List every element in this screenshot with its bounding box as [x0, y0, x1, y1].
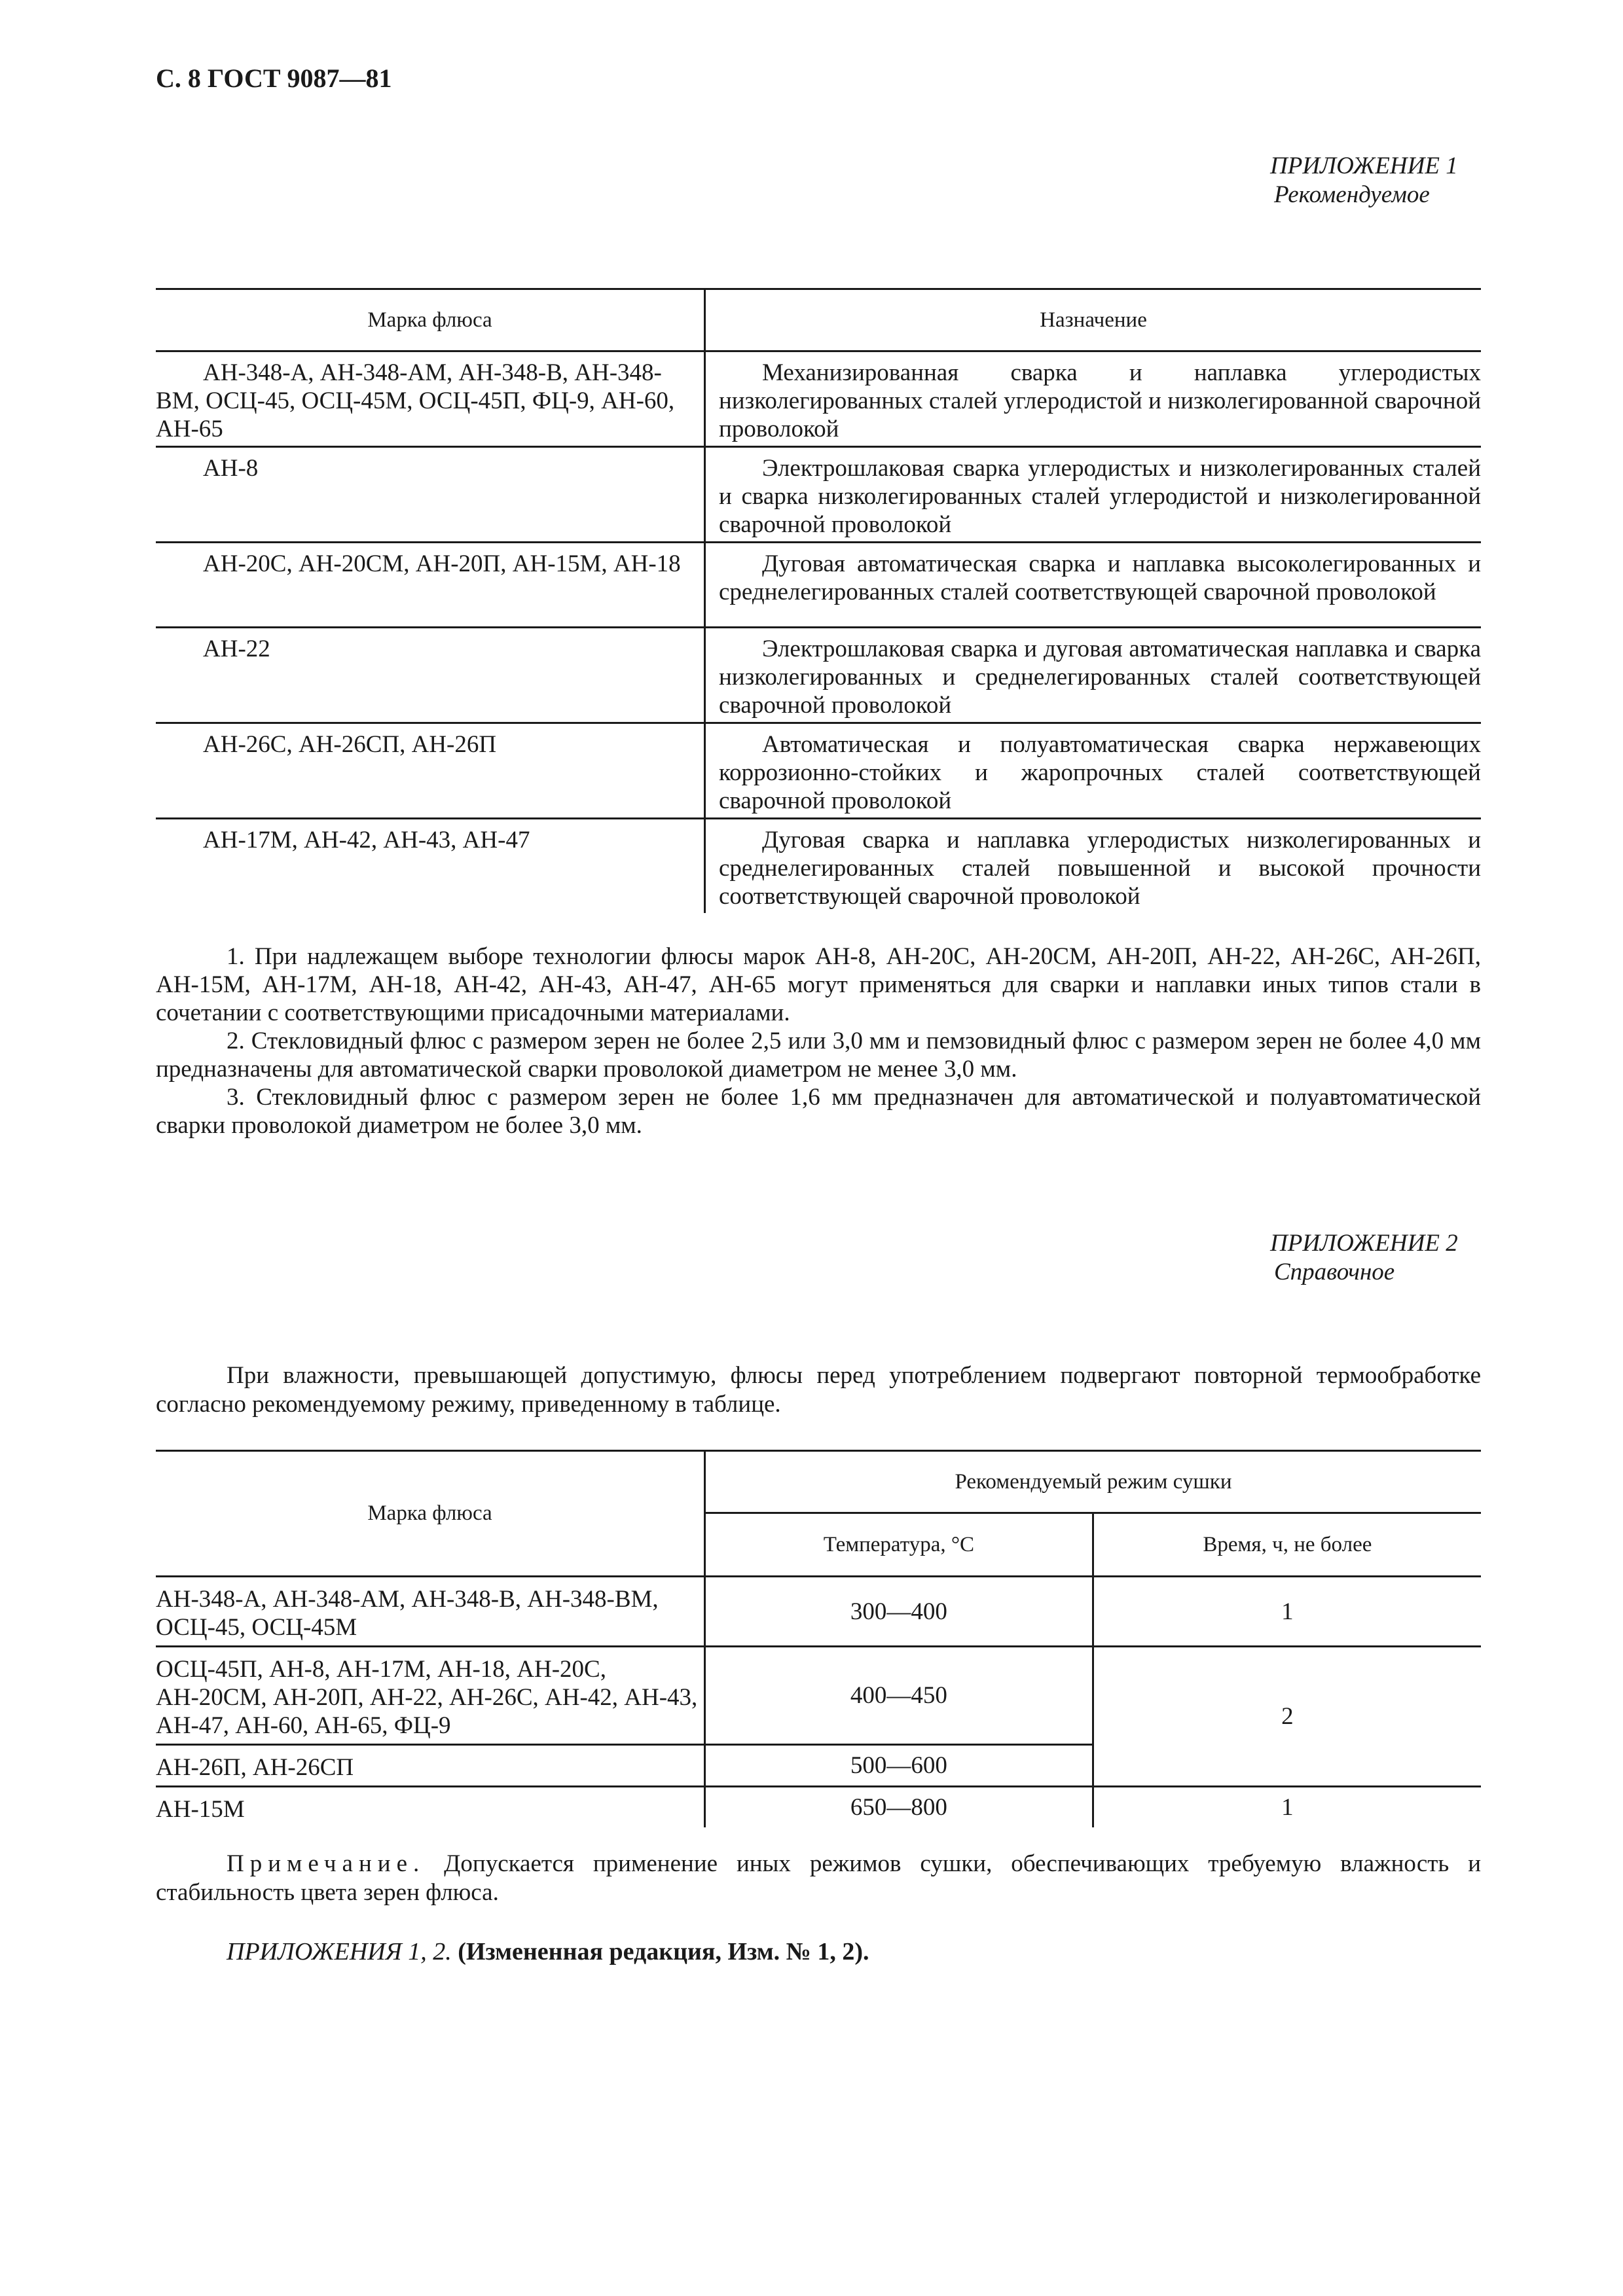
temperature-cell: 300—400	[705, 1577, 1093, 1647]
appendix-1-label	[1270, 152, 1458, 209]
brand-cell: АН-348-А, АН-348-АМ, АН-348-В, АН-348-ВМ, ОСЦ-45, ОСЦ-45М, ОСЦ-45П, ФЦ-9, АН-60, АН-65	[156, 351, 705, 447]
brand-cell: ОСЦ-45П, АН-8, АН-17М, АН-18, АН-20С, АН-20СМ, АН-20П, АН-22, АН-26С, АН-42, АН-43, АН-47, АН-60, АН-65, ФЦ-9	[156, 1647, 705, 1745]
brand-cell: АН-8	[156, 447, 705, 543]
appendix-2-intro: При влажности, превышающей допустимую, флюсы перед употреблением подвергают повторной термообработке согласно рекомендуемому режиму, приведенному в таблице.	[156, 1362, 1481, 1418]
table-header-row	[156, 289, 1481, 351]
note-1: 1. При надлежащем выборе технологии флюсы марок АН-8, АН-20С, АН-20СМ, АН-20П, АН-22, АН-26С, АН-26П, АН-15М, АН-17М, АН-18, АН-42, АН-43, АН-47, АН-65 могут применяться для сварки и наплавки иных типов стали в сочетании с соответствующими присадочными материалами.	[156, 943, 1481, 1026]
appendix-2-remark	[156, 1850, 1481, 1907]
purpose-cell: Электрошлаковая сварка углеродистых и низколегированных сталей и сварка низколегированных сталей углеродистой и низколегированной сварочной проволокой	[719, 455, 1481, 538]
appendix-2-status: Справочное	[1274, 1259, 1395, 1285]
temperature-cell: 650—800	[705, 1787, 1093, 1828]
note-3: 3. Стекловидный флюс с размером зерен не более 1,6 мм предназначен для автоматической и полуавтоматической сварки проволокой диаметром не более 3,0 мм.	[156, 1084, 1481, 1139]
table-header-row	[156, 1451, 1481, 1513]
purpose-cell: Дуговая сварка и наплавка углеродистых низколегированных и среднелегированных сталей повышенной и высокой прочности соответствующей сварочной проволокой	[719, 827, 1481, 910]
temperature-cell: 400—450	[705, 1647, 1093, 1745]
purpose-cell: Электрошлаковая сварка и дуговая автоматическая наплавка и сварка низколегированных и среднелегированных сталей соответствующей сварочной проволокой	[719, 636, 1481, 719]
appendix-1-notes	[156, 942, 1481, 1139]
table-row	[156, 1647, 1481, 1745]
brand-cell: АН-22	[156, 628, 705, 723]
brand-cell: АН-20С, АН-20СМ, АН-20П, АН-15М, АН-18	[156, 543, 705, 628]
appendix-2-title: ПРИЛОЖЕНИЕ 2	[1270, 1230, 1458, 1257]
revision-appendices: ПРИЛОЖЕНИЯ 1, 2.	[227, 1938, 452, 1965]
appendix-1-title: ПРИЛОЖЕНИЕ 1	[1270, 152, 1458, 179]
brand-cell: АН-348-А, АН-348-АМ, АН-348-В, АН-348-ВМ, ОСЦ-45, ОСЦ-45М	[156, 1577, 705, 1647]
revision-text: (Измененная редакция, Изм. № 1, 2).	[451, 1938, 869, 1965]
remark-text: Допускается применение иных режимов сушки, обеспечивающих требуемую влажность и стабильность цвета зерен флюса.	[156, 1850, 1481, 1906]
revision-note	[227, 1937, 869, 1966]
table-row	[156, 543, 1481, 628]
table-row	[156, 1577, 1481, 1647]
brand-cell: АН-17М, АН-42, АН-43, АН-47	[156, 819, 705, 914]
flux-purpose-table	[156, 288, 1481, 913]
column-header-time: Время, ч, не более	[1203, 1532, 1372, 1556]
column-header-brand: Марка флюса	[156, 289, 705, 351]
drying-mode-table	[156, 1450, 1481, 1827]
table-row	[156, 628, 1481, 723]
temperature-cell: 500—600	[705, 1745, 1093, 1787]
column-header-purpose: Назначение	[1040, 308, 1147, 332]
column-header-brand: Марка флюса	[156, 1451, 705, 1577]
page-header: С. 8 ГОСТ 9087—81	[156, 63, 392, 93]
purpose-cell: Дуговая автоматическая сварка и наплавка высоколегированных и среднелегированных сталей соответствующей сварочной проволокой	[719, 550, 1481, 605]
time-cell: 1	[1281, 1598, 1294, 1625]
brand-cell: АН-15М	[156, 1787, 705, 1828]
purpose-cell: Автоматическая и полуавтоматическая сварка нержавеющих коррозионно-стойких и жаропрочных сталей соответствующей сварочной проволокой	[719, 731, 1481, 814]
note-2: 2. Стекловидный флюс с размером зерен не более 2,5 или 3,0 мм и пемзовидный флюс с размером зерен не более 4,0 мм предназначены для автоматической сварки проволокой диаметром не менее 3,0 мм.	[156, 1028, 1481, 1083]
purpose-cell: Механизированная сварка и наплавка углеродистых низколегированных сталей углеродистой и низколегированной сварочной проволокой	[719, 359, 1481, 442]
time-cell: 2	[1093, 1647, 1481, 1787]
time-cell: 1	[1281, 1794, 1294, 1821]
column-header-temperature: Температура, °С	[705, 1513, 1093, 1577]
table-row	[156, 447, 1481, 543]
table-row	[156, 1787, 1481, 1828]
brand-cell: АН-26С, АН-26СП, АН-26П	[156, 723, 705, 819]
table-row	[156, 819, 1481, 914]
appendix-1-status: Рекомендуемое	[1274, 181, 1430, 208]
brand-cell: АН-26П, АН-26СП	[156, 1745, 705, 1787]
table-row	[156, 351, 1481, 447]
appendix-2-label	[1270, 1229, 1458, 1287]
column-header-drying-mode: Рекомендуемый режим сушки	[705, 1451, 1482, 1513]
table-row	[156, 723, 1481, 819]
remark-label: Примечание.	[227, 1850, 426, 1877]
